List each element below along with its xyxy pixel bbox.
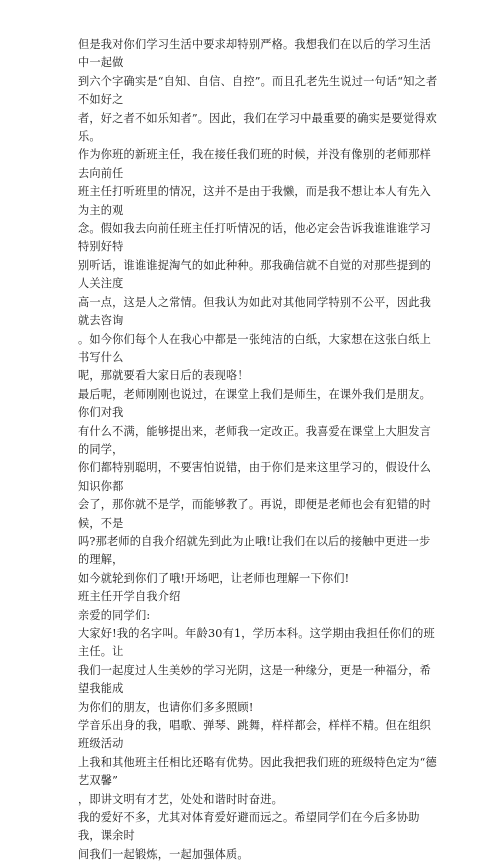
paragraph-intro-strictness: 但是我对你们学习生活中要求却特别严格。我想我们在以后的学习生活中一起做 到六个字确实是“自知、自信、自控”。而且孔老先生说过一句话“知之者不如好之 者，好之者不如乐知者”。因此，我们在学习中最重要的确实是要觉得欢乐。: [78, 38, 438, 144]
paragraph-new-head-teacher: 作为你班的新班主任，我在接任我们班的时候，并没有像别的老师那样去向前任 班主任打听班里的情况，这并不是由于我懒，而是我不想让本人有先入为主的观 念。假如我去向前任班主任打听情况的话，他必定会告诉我谁谁谁学习特别好特 别听话，谁谁谁捉淘气的如此种种。那我确信就不自觉的对那些提到的人关注度 高一点，这是人之常情。但我认为如此对其他同学特别不公平，因此我就去咨询 。如今你们每个人在我心中都是一张纯洁的白纸，大家想在这张白纸上书写什么 呢，那就要看大家日后的表现咯！: [78, 148, 432, 383]
section-title: 班主任开学自我介绍: [78, 590, 181, 604]
paragraph-music-background: 学音乐出身的我，唱歌、弹琴、跳舞，样样都会，样样不精。但在组织班级活动 上我和其他班主任相比还略有优势。因此我把我们班的班级特色定为“德艺双馨” ，即讲文明有才艺，处处和谐时时奋进。: [78, 719, 437, 806]
paragraph-self-introduction: 大家好!我的名字叫。年龄30有1，学历本科。这学期由我担任你们的班主任。让 我们一起度过人生美妙的学习光阴，这是一种缘分，更是一种福分，希望我能成 为你们的朋友，也请你们多多照顾!: [78, 627, 435, 714]
paragraph-hobbies: 我的爱好不多，尤其对体育爱好避而远之。希望同学们在今后多协助我，课余时 间我们一起锻炼，一起加强体质。: [78, 811, 420, 861]
document-body: [78, 36, 438, 864]
greeting: 亲爱的同学们:: [78, 608, 151, 622]
paragraph-closing-remarks: 最后呢，老师刚刚也说过，在课堂上我们是师生，在课外我们是朋友。你们对我 有什么不满，能够提出来，老师我一定改正。我喜爱在课堂上大胆发言的同学， 你们都特别聪明，不要害怕说错，由于你们是来这里学习的，假设什么知识你都 会了，那你就不是学，而能够教了。再说，即便是老师也会有犯错的时候，不是 吗?那老师的自我介绍就先到此为止哦!让我们在以后的接触中更进一步的理解， 如今就轮到你们了哦!开场吧，让老师也理解一下你们!: [78, 387, 432, 585]
